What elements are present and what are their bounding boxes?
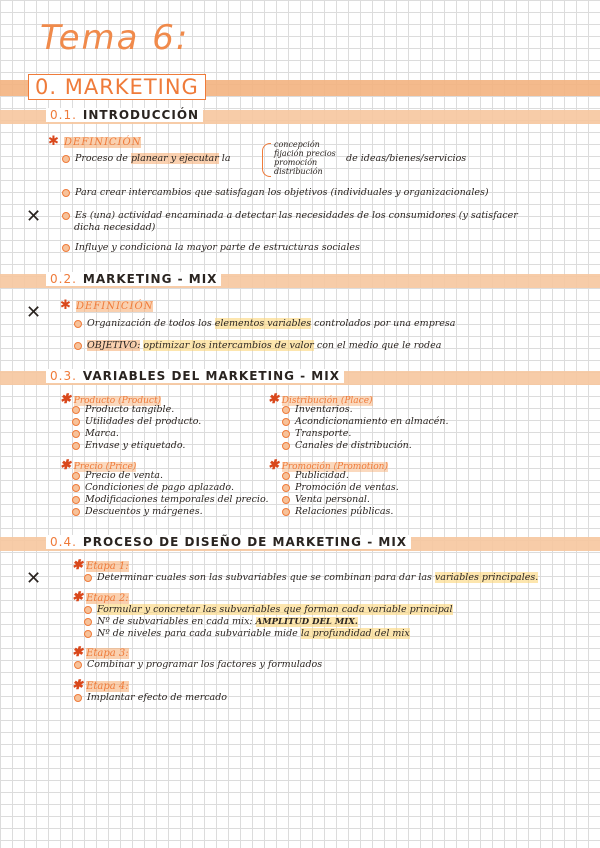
cross-mark-icon: ✕: [26, 206, 42, 227]
etapa-4-text: [74, 692, 227, 703]
brace-item: fijación precios: [274, 149, 336, 158]
definition-text: DEFINICIÓN: [64, 137, 142, 148]
list-item: Venta personal.: [295, 494, 370, 505]
list-item: Publicidad.: [295, 470, 349, 481]
promocion-list: [282, 470, 399, 518]
page-title: Tema 6:: [40, 18, 190, 58]
list-item: Acondicionamiento en almacén.: [295, 416, 449, 427]
precio-list: [72, 470, 269, 518]
category-label: Precio (Price): [73, 462, 137, 472]
brace-item: concepción: [274, 140, 320, 149]
subsection-number: 0.3.: [50, 369, 77, 383]
subsection-title: INTRODUCCIÓN: [82, 108, 200, 122]
list-item: Modificaciones temporales del precio.: [85, 494, 269, 505]
brace-item: promoción: [274, 158, 318, 167]
text: Combinar y programar los factores y formulados: [87, 659, 323, 670]
bullet-icon: [74, 320, 82, 328]
bullet-icon: [72, 418, 80, 426]
etapa-text: Etapa 4:: [86, 681, 129, 692]
etapa-3-text: [74, 659, 322, 670]
text: Organización de todos los: [87, 318, 212, 329]
bullet-icon: [84, 618, 92, 626]
list-item: Inventarios.: [295, 404, 353, 415]
highlight: optimizar los intercambios de valor: [143, 340, 314, 351]
subsection-title: PROCESO DE DISEÑO DE MARKETING - MIX: [82, 535, 408, 549]
bullet-icon: [72, 508, 80, 516]
list-item: Envase y etiquetado.: [85, 440, 186, 451]
subsection-number: 0.4.: [50, 535, 77, 549]
bullet-icon: [72, 406, 80, 414]
text: controlados por una empresa: [314, 318, 456, 329]
etapa-2-label: [72, 590, 129, 605]
bullet-icon: [74, 661, 82, 669]
bullet-icon: [282, 496, 290, 504]
etapa-4-label: [72, 678, 129, 693]
highlight: elementos variables: [214, 318, 312, 329]
intro-line-1-end: de ideas/bienes/servicios: [346, 153, 467, 164]
list-item: Producto tangible.: [85, 404, 175, 415]
cross-mark-icon: ✕: [26, 568, 42, 589]
subsection-heading-proceso: [46, 535, 411, 549]
etapa-2-line-3: [84, 628, 410, 639]
text: Para crear intercambios que satisfagan los objetivos (individuales y organizacionales): [75, 187, 489, 198]
bullet-icon: [84, 630, 92, 638]
etapa-1-label: [72, 558, 129, 573]
asterisk-icon: ✱: [72, 645, 83, 660]
intro-line-1: [62, 153, 230, 164]
cross-mark-icon: ✕: [26, 302, 42, 323]
text: Es (una) actividad encaminada a detectar las necesidades de los consumidores (y satisfacer: [75, 210, 518, 221]
list-item: Condiciones de pago aplazado.: [85, 482, 234, 493]
producto-list: [72, 404, 201, 452]
etapa-3-label: [72, 645, 129, 660]
bullet-icon: [84, 606, 92, 614]
subsection-heading-marketing-mix: [46, 272, 221, 286]
asterisk-icon: ✱: [60, 458, 71, 473]
etapa-2-line-2: [84, 616, 358, 627]
asterisk-icon: ✱: [48, 134, 59, 149]
list-item: Precio de venta.: [85, 470, 163, 481]
category-label: Producto (Product): [73, 396, 162, 406]
intro-line-3-cont: dicha necesidad): [74, 222, 156, 233]
mix-line-1: [74, 318, 455, 329]
bullet-icon: [74, 342, 82, 350]
category-label: Distribución (Place): [281, 396, 373, 406]
bullet-icon: [282, 508, 290, 516]
bullet-icon: [282, 484, 290, 492]
bullet-icon: [62, 189, 70, 197]
brace-item: distribución: [274, 167, 323, 176]
bullet-icon: [72, 442, 80, 450]
bullet-icon: [74, 694, 82, 702]
objective-label: OBJETIVO:: [87, 340, 141, 351]
text: Implantar efecto de mercado: [87, 692, 228, 703]
highlight: AMPLITUD DEL MIX.: [255, 617, 358, 627]
bullet-icon: [72, 472, 80, 480]
text: Determinar cuales son las subvariables que se combinan para dar las: [97, 572, 432, 583]
asterisk-icon: ✱: [72, 590, 83, 605]
subsection-number: 0.1.: [50, 108, 77, 122]
highlight: planear y ejecutar: [130, 153, 219, 164]
brace-icon: [262, 143, 271, 177]
asterisk-icon: ✱: [268, 458, 279, 473]
list-item: Relaciones públicas.: [295, 506, 394, 517]
asterisk-icon: ✱: [72, 678, 83, 693]
intro-line-4: [62, 242, 360, 253]
definition-label: [60, 294, 153, 313]
text: Nº de niveles para cada subvariable mide: [97, 628, 298, 639]
text: la: [221, 153, 231, 164]
etapa-text: Etapa 1:: [86, 561, 129, 572]
bullet-icon: [282, 472, 290, 480]
category-label: Promoción (Promotion): [281, 462, 388, 472]
definition-label: [48, 130, 141, 149]
bullet-icon: [62, 155, 70, 163]
definition-text: DEFINICIÓN: [76, 301, 154, 312]
highlight: Formular y concretar las subvariables que forman cada variable principal: [97, 604, 453, 615]
text: Influye y condiciona la mayor parte de estructuras sociales: [75, 242, 360, 253]
intro-line-3: [62, 210, 518, 221]
asterisk-icon: ✱: [72, 558, 83, 573]
list-item: Marca.: [85, 428, 119, 439]
etapa-1-text: [84, 572, 538, 583]
text: con el medio que le rodea: [316, 340, 442, 351]
asterisk-icon: ✱: [268, 392, 279, 407]
distribucion-list: [282, 404, 449, 452]
subsection-number: 0.2.: [50, 272, 77, 286]
mix-line-2: [74, 340, 441, 351]
bullet-icon: [282, 406, 290, 414]
list-item: Transporte.: [295, 428, 352, 439]
etapa-2-line-1: [84, 604, 453, 615]
intro-line-2: [62, 187, 489, 198]
etapa-text: Etapa 2:: [86, 593, 129, 604]
subsection-title: VARIABLES DEL MARKETING - MIX: [82, 369, 340, 383]
list-item: Descuentos y márgenes.: [85, 506, 203, 517]
bullet-icon: [282, 430, 290, 438]
list-item: Utilidades del producto.: [85, 416, 202, 427]
subsection-title: MARKETING - MIX: [82, 272, 218, 286]
etapa-text: Etapa 3:: [86, 648, 129, 659]
text: Nº de subvariables en cada mix:: [97, 616, 253, 627]
subsection-heading-variables: [46, 369, 344, 383]
text: Proceso de: [75, 153, 128, 164]
list-item: Canales de distribución.: [295, 440, 412, 451]
bullet-icon: [62, 244, 70, 252]
highlight: variables principales.: [434, 572, 539, 583]
bullet-icon: [62, 212, 70, 220]
asterisk-icon: ✱: [60, 392, 71, 407]
bullet-icon: [72, 484, 80, 492]
bullet-icon: [282, 418, 290, 426]
highlight: la profundidad del mix: [300, 628, 410, 639]
bullet-icon: [282, 442, 290, 450]
list-item: Promoción de ventas.: [295, 482, 399, 493]
bullet-icon: [72, 496, 80, 504]
subsection-heading-introduccion: [46, 108, 203, 122]
bullet-icon: [72, 430, 80, 438]
brace-list: [274, 140, 336, 176]
asterisk-icon: ✱: [60, 298, 71, 313]
bullet-icon: [84, 574, 92, 582]
section-heading-marketing: 0. MARKETING: [28, 74, 206, 100]
